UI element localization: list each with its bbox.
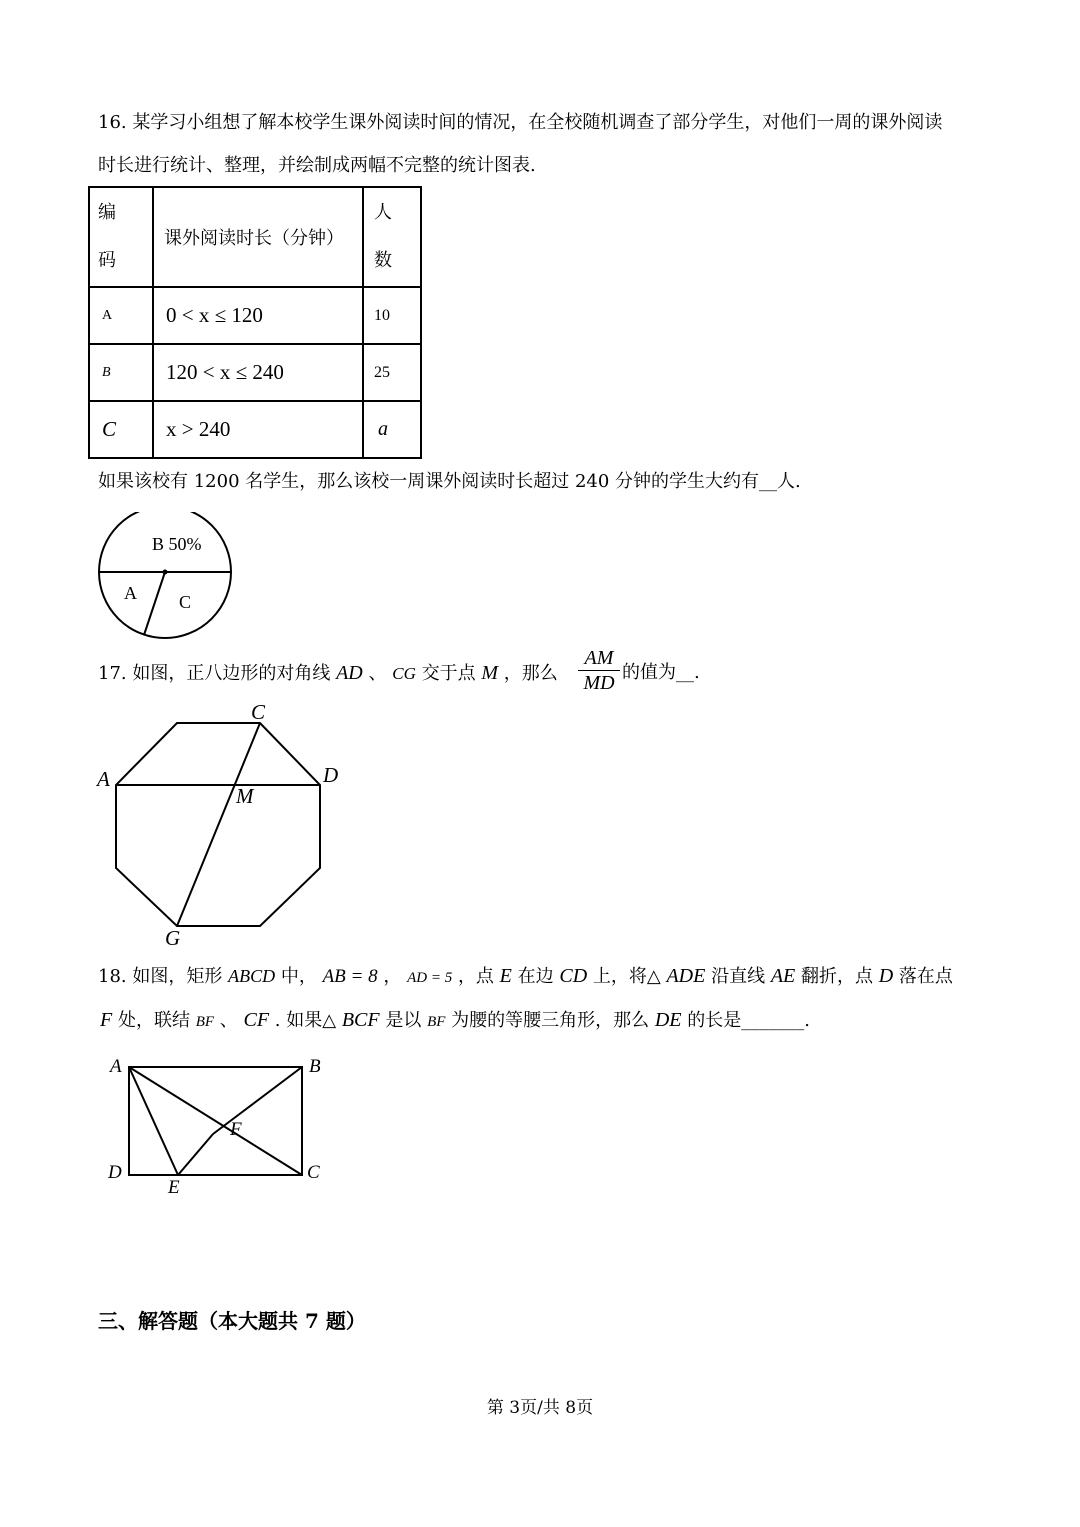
header-code-2: 码: [98, 250, 116, 271]
stats-table: [88, 186, 422, 459]
row-count: a: [363, 401, 421, 458]
q18-at: 处，联结: [117, 1010, 190, 1031]
header-count-1: 人: [374, 202, 392, 223]
row-range: x > 240: [153, 401, 363, 458]
q18-ae: AE: [770, 965, 796, 987]
header-count: [363, 187, 421, 287]
label-c: C: [251, 700, 266, 724]
q17-tail: ，那么: [503, 663, 558, 684]
q18-is: 是以: [385, 1010, 422, 1031]
q18-along: 沿直线: [711, 966, 766, 987]
diagonal-cg: [177, 723, 260, 926]
row-code: A: [89, 287, 153, 344]
label-d: D: [108, 1162, 122, 1183]
q17-text: [98, 662, 558, 685]
section-title: 三、解答题（本大题共 7 题）: [98, 1309, 366, 1333]
label-g: G: [165, 926, 181, 950]
q18-line2: [100, 1009, 810, 1033]
q17-sep: 、: [368, 663, 387, 684]
q18-f: F: [100, 1009, 113, 1031]
row-range: 120 < x ≤ 240: [153, 344, 363, 401]
header-code-1: 编: [98, 202, 116, 223]
label-f: F: [230, 1119, 242, 1140]
q18-bf2: BF: [427, 1014, 446, 1030]
q17-mid: 交于点: [421, 663, 476, 684]
q18-prefix: 18. 如图，矩形: [98, 966, 223, 987]
label-b: B: [309, 1056, 321, 1077]
q18-d: D: [878, 965, 894, 987]
q16-question: 如果该校有 1200 名学生，那么该校一周课外阅读时长超过 240 分钟的学生大约有__人.: [98, 471, 801, 492]
fraction-bar: [578, 670, 620, 671]
label-c: C: [307, 1162, 320, 1183]
q18-abcd: ABCD: [228, 966, 276, 986]
table-row: [89, 401, 421, 458]
header-time: 课外阅读时长（分钟）: [153, 187, 363, 287]
q17-m: M: [481, 662, 498, 684]
segment-bf: [213, 1067, 302, 1134]
q18-line1: [98, 965, 953, 989]
q17-prefix: 17. 如图，正八边形的对角线: [98, 663, 331, 684]
q18-comma: ，: [383, 966, 402, 987]
row-range: 0 < x ≤ 120: [153, 287, 363, 344]
segment-ac: [129, 1067, 302, 1175]
page-number: 第 3页/共 8页: [486, 1398, 594, 1418]
q18-bf: BF: [195, 1014, 215, 1030]
q18-ab-eq: AB = 8: [322, 966, 378, 987]
q18-cf: CF: [243, 1009, 270, 1031]
q18-bcf: BCF: [341, 1009, 380, 1031]
q16-line2: 时长进行统计、整理，并绘制成两幅不完整的统计图表.: [98, 155, 536, 176]
fraction-numerator: AM: [584, 647, 614, 669]
table-header-row: [89, 187, 421, 287]
label-a: A: [97, 767, 110, 791]
label-m: M: [236, 784, 254, 808]
q18-on: 在边: [517, 966, 554, 987]
q17-end: 的值为__.: [622, 662, 700, 683]
q18-ade: ADE: [666, 965, 706, 987]
rectangle-figure: [100, 1055, 340, 1205]
q18-de: DE: [654, 1009, 682, 1031]
q18-point: ，点: [457, 966, 494, 987]
table-row: [89, 344, 421, 401]
q18-ad-eq: AD = 5: [407, 970, 453, 986]
row-code: B: [89, 344, 153, 401]
label-a: A: [110, 1056, 122, 1077]
q17-cg: CG: [392, 664, 416, 683]
pie-label-a: A: [124, 583, 137, 603]
q18-flip: 翻折，点: [801, 966, 873, 987]
pie-label-c: C: [179, 592, 192, 612]
pie-label-b: B 50%: [152, 534, 202, 554]
pie-a-c-divider: [144, 572, 165, 635]
q18-if: . 如果△: [274, 1010, 337, 1031]
row-code: C: [89, 401, 153, 458]
header-code: [89, 187, 153, 287]
segment-fe: [178, 1134, 213, 1175]
q18-end: 的长是_______.: [687, 1010, 810, 1031]
q18-iso: 为腰的等腰三角形，那么: [451, 1010, 650, 1031]
header-count-2: 数: [374, 250, 392, 271]
q18-in: 中，: [280, 966, 317, 987]
q18-cd: CD: [559, 965, 588, 987]
q17-ad: AD: [336, 662, 363, 684]
label-d: D: [323, 763, 339, 787]
q16-line1: 16. 某学习小组想了解本校学生课外阅读时间的情况，在全校随机调查了部分学生，对他们一周的课外阅读: [98, 112, 943, 133]
row-count: 10: [363, 287, 421, 344]
q18-fold: 上，将△: [592, 966, 661, 987]
table-row: [89, 287, 421, 344]
q18-sep: 、: [219, 1010, 238, 1031]
q18-e: E: [499, 965, 512, 987]
q18-fall: 落在点: [898, 966, 953, 987]
q17-fraction: [578, 647, 620, 694]
label-e: E: [168, 1177, 180, 1198]
pie-center: [163, 570, 168, 575]
pie-figure: [90, 512, 240, 642]
octagon-figure: [90, 700, 350, 950]
row-count: 25: [363, 344, 421, 401]
fraction-denominator: MD: [583, 672, 615, 694]
